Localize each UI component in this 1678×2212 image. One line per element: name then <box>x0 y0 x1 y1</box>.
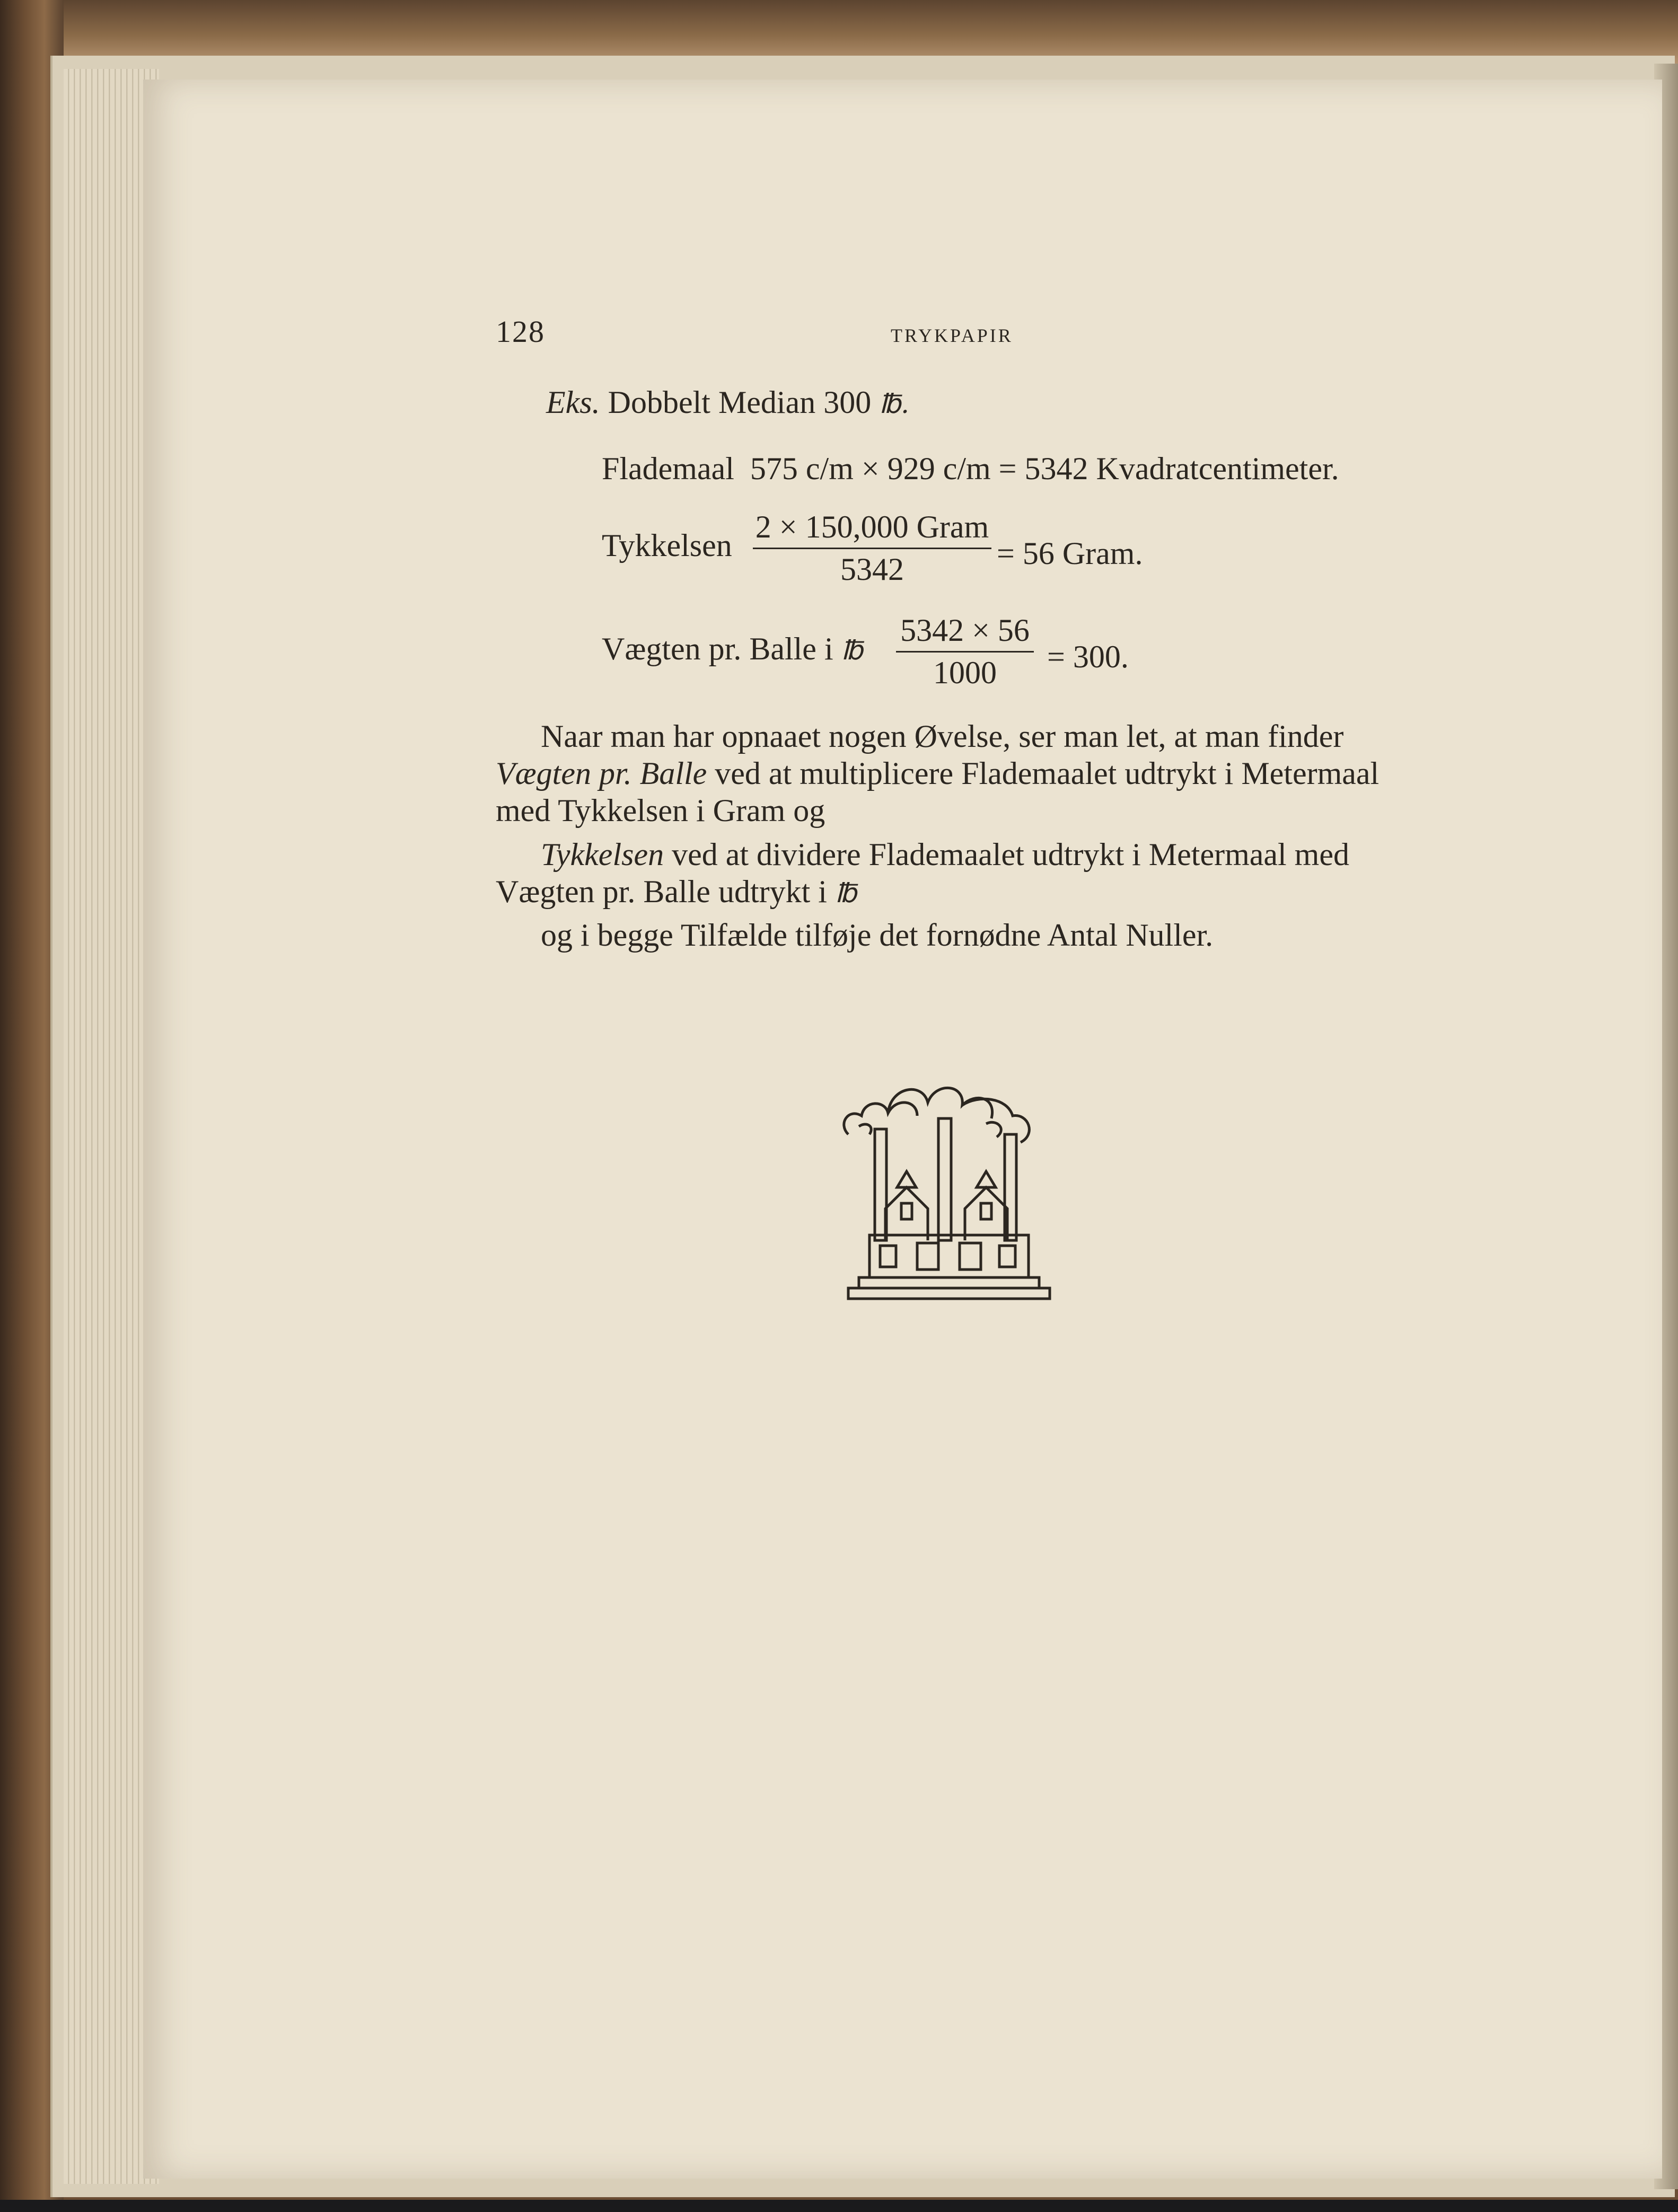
tykkelsen-label: Tykkelsen <box>602 528 732 563</box>
paragraph-line-2 <box>496 755 1379 792</box>
paragraph-line-6: og i begge Tilfælde tilføje det fornødne Antal Nuller. <box>541 918 1214 953</box>
flademaal-expression: 575 c/m × 929 c/m = 5342 Kvadratcentimeter. <box>750 451 1339 486</box>
paragraph-line-4 <box>541 836 1349 873</box>
factory-vignette-icon <box>838 1076 1060 1320</box>
pound-symbol: ℔ <box>834 878 857 909</box>
running-title: TRYKPAPIR <box>891 325 1013 346</box>
tykkelsen-denominator: 5342 <box>840 552 904 587</box>
flademaal-label: Flademaal <box>602 451 734 486</box>
vaegten-fraction <box>896 612 1034 691</box>
vaegten-result: = 300. <box>1047 639 1129 674</box>
paragraph-line-3: med Tykkelsen i Gram og <box>496 793 825 828</box>
example-label: Eks. <box>546 385 600 420</box>
vaegten-denominator: 1000 <box>933 655 997 690</box>
cover-top-edge <box>0 0 1678 64</box>
fraction-bar <box>753 548 991 549</box>
vaegten-line <box>602 631 863 667</box>
page-number: 128 <box>496 314 545 349</box>
paragraph-line-1: Naar man har opnaaet nogen Øvelse, ser man let, at man finder <box>541 719 1344 754</box>
paragraph-italic: Vægten pr. Balle <box>496 756 707 791</box>
paragraph-italic: Tykkelsen <box>541 837 664 872</box>
tykkelsen-numerator: 2 × 150,000 Gram <box>755 509 989 544</box>
vaegten-label: Vægten pr. Balle i <box>602 631 833 666</box>
pound-symbol: ℔. <box>879 389 910 419</box>
paragraph-line-5 <box>496 874 857 910</box>
example-text: Dobbelt Median 300 <box>608 385 872 420</box>
example-line <box>546 384 909 421</box>
paragraph-text: ved at dividere Flademaalet udtrykt i Metermaal med <box>672 837 1349 872</box>
fraction-bar <box>896 651 1034 653</box>
flademaal-line <box>602 451 1339 487</box>
pound-symbol: ℔ <box>841 635 863 666</box>
tykkelsen-fraction <box>753 509 991 588</box>
vaegten-numerator: 5342 × 56 <box>900 613 1030 648</box>
paragraph-text: Vægten pr. Balle udtrykt i <box>496 874 827 909</box>
tykkelsen-result: = 56 Gram. <box>997 536 1143 571</box>
paragraph-text: ved at multiplicere Flademaalet udtrykt i Metermaal <box>715 756 1380 791</box>
